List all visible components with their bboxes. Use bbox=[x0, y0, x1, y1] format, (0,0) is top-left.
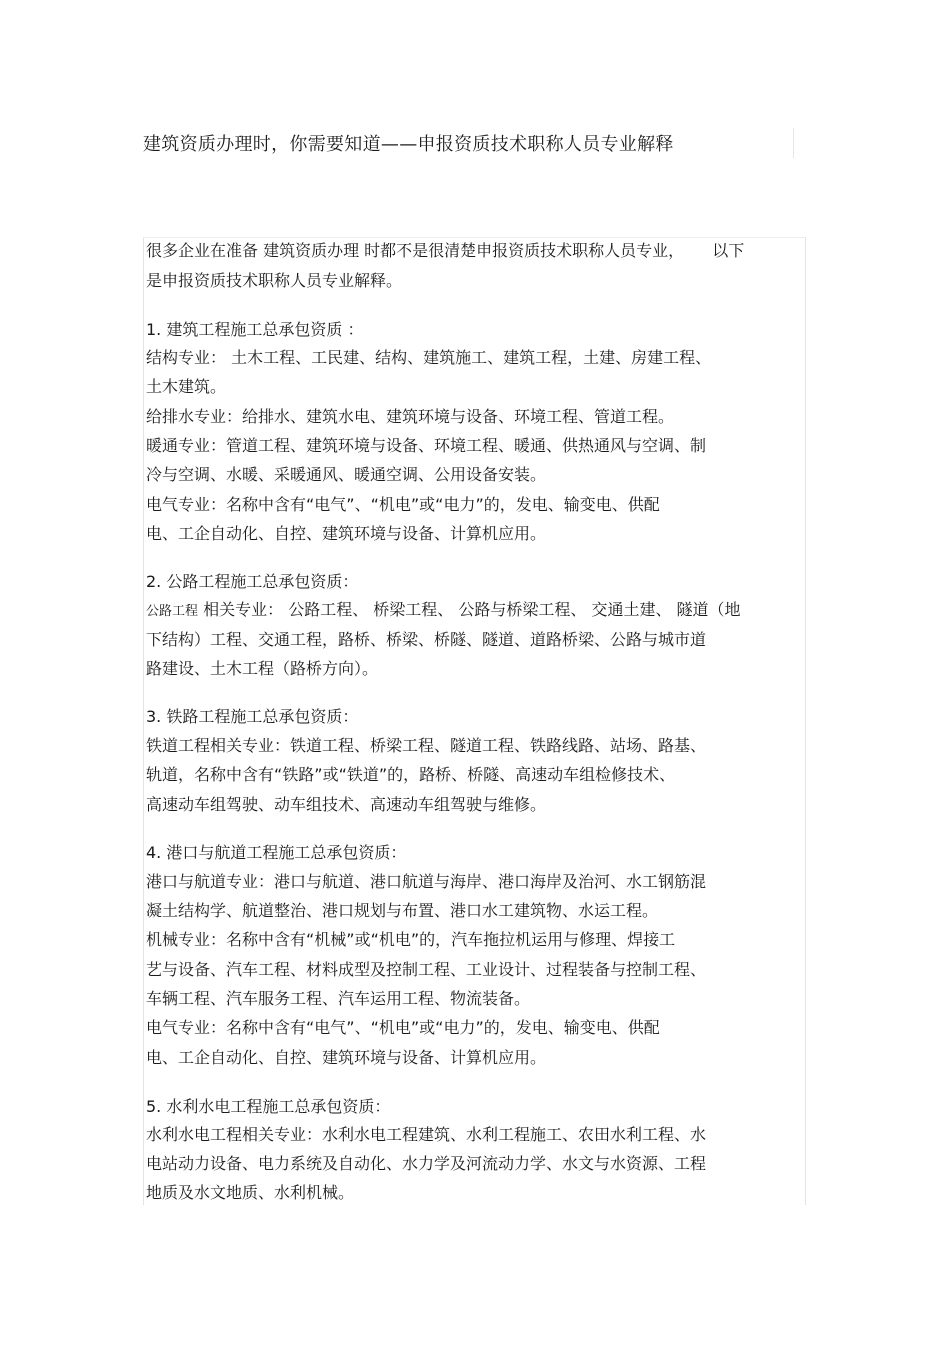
section-3-line: 铁道工程相关专业：铁道工程、桥梁工程、隧道工程、铁路线路、站场、路基、 bbox=[146, 736, 707, 755]
intro-text: 很多企业在准备 建筑资质办理 时都不是很清楚申报资质技术职称人员专业， bbox=[146, 241, 685, 260]
section-4-line: 电气专业：名称中含有“电气”、“机电”或“电力”的，发电、输变电、供配 bbox=[146, 1018, 660, 1037]
section-5-line: 地质及水文地质、水利机械。 bbox=[146, 1183, 355, 1202]
section-2-line: 下结构）工程、交通工程，路桥、桥梁、桥隧、隧道、道路桥梁、公路与城市道 bbox=[146, 630, 707, 649]
section-5-heading: 5. 水利水电工程施工总承包资质： bbox=[146, 1097, 391, 1116]
section-5-line: 水利水电工程相关专业：水利水电工程建筑、水利工程施工、农田水利工程、水 bbox=[146, 1125, 707, 1144]
intro-text-tail: 以下 bbox=[712, 241, 745, 260]
section-4-line: 机械专业：名称中含有“机械”或“机电”的，汽车拖拉机运用与修理、焊接工 bbox=[146, 930, 676, 949]
section-5-line: 电站动力设备、电力系统及自动化、水力学及河流动力学、水文与水资源、工程 bbox=[146, 1154, 707, 1173]
section-1-line: 结构专业： 土木工程、工民建、结构、建筑施工、建筑工程，土建、房建工程、 bbox=[146, 348, 712, 367]
section-1-line: 电、工企自动化、自控、建筑环境与设备、计算机应用。 bbox=[146, 524, 547, 543]
section-1-line: 冷与空调、水暖、采暖通风、暖通空调、公用设备安装。 bbox=[146, 465, 547, 484]
section-1-line: 电气专业：名称中含有“电气”、“机电”或“电力”的，发电、输变电、供配 bbox=[146, 495, 660, 514]
section-1-line: 土木建筑。 bbox=[146, 377, 227, 396]
section-4-line: 车辆工程、汽车服务工程、汽车运用工程、物流装备。 bbox=[146, 989, 531, 1008]
section-1-heading: 1. 建筑工程施工总承包资质 ： bbox=[146, 320, 364, 339]
title-box bbox=[143, 128, 794, 158]
intro-line-1 bbox=[146, 241, 744, 261]
section-2-text: 相关专业： 公路工程、 桥梁工程、 公路与桥梁工程、 交通土建、 隧道（地 bbox=[198, 600, 741, 619]
document-title: 建筑资质办理时，你需要知道——申报资质技术职称人员专业解释 bbox=[143, 134, 674, 155]
section-2-small-label: 公路工程 bbox=[146, 604, 199, 619]
section-4-line: 艺与设备、汽车工程、材料成型及控制工程、工业设计、过程装备与控制工程、 bbox=[146, 960, 707, 979]
section-3-line: 高速动车组驾驶、动车组技术、高速动车组驾驶与维修。 bbox=[146, 795, 547, 814]
section-2-line: 路建设、土木工程（路桥方向）。 bbox=[146, 659, 379, 678]
document-body bbox=[143, 237, 806, 1205]
intro-line-2: 是申报资质技术职称人员专业解释。 bbox=[146, 271, 403, 290]
section-3-heading: 3. 铁路工程施工总承包资质： bbox=[146, 707, 359, 726]
section-4-line: 凝土结构学、航道整治、港口规划与布置、港口水工建筑物、水运工程。 bbox=[146, 901, 659, 920]
section-4-line: 港口与航道专业：港口与航道、港口航道与海岸、港口海岸及治河、水工钢筋混 bbox=[146, 872, 707, 891]
section-2-line bbox=[146, 600, 741, 622]
section-4-line: 电、工企自动化、自控、建筑环境与设备、计算机应用。 bbox=[146, 1048, 547, 1067]
section-2-heading: 2. 公路工程施工总承包资质： bbox=[146, 572, 359, 591]
section-3-line: 轨道，名称中含有“铁路”或“铁道”的，路桥、桥隧、高速动车组检修技术、 bbox=[146, 765, 676, 784]
section-1-line: 暖通专业：管道工程、建筑环境与设备、环境工程、暖通、供热通风与空调、制 bbox=[146, 436, 707, 455]
section-1-line: 给排水专业：给排水、建筑水电、建筑环境与设备、环境工程、管道工程。 bbox=[146, 407, 675, 426]
section-4-heading: 4. 港口与航道工程施工总承包资质： bbox=[146, 843, 407, 862]
